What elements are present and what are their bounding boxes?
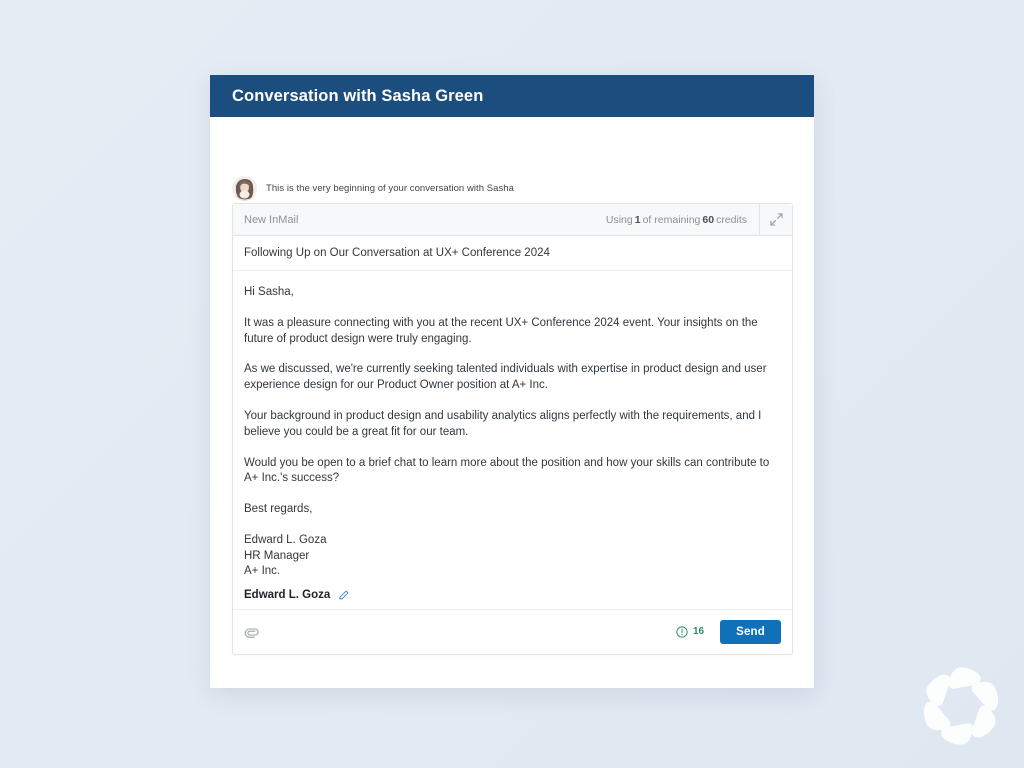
- signature-line: HR Manager: [244, 549, 310, 562]
- conversation-card: [210, 75, 814, 688]
- message-paragraph: Your background in product design and usability analytics aligns perfectly with the requirements, and I believe you could be a great fit for our team.: [244, 409, 762, 438]
- signature-name: Edward L. Goza: [244, 588, 331, 601]
- subject-text: Following Up on Our Conversation at UX+ Conference 2024: [244, 247, 550, 259]
- credits-using-value: 1: [634, 213, 641, 226]
- credits-middle: of remaining: [642, 213, 701, 226]
- subject-input[interactable]: [233, 236, 792, 271]
- message-paragraph: Hi Sasha,: [244, 286, 294, 298]
- character-count-value: 16: [692, 626, 705, 638]
- message-paragraph: As we discussed, we're currently seeking talented individuals with expertise in product design and user experience design for our Product Owner position at A+ Inc.: [244, 363, 767, 392]
- card-header: [210, 75, 814, 117]
- inmail-compose-box: [232, 203, 793, 655]
- credits-prefix: Using: [605, 213, 633, 226]
- compose-type-label: New InMail: [244, 213, 299, 226]
- edit-signature-button[interactable]: [338, 589, 350, 601]
- signature-block: [244, 533, 781, 580]
- send-button[interactable]: Send: [720, 620, 781, 644]
- expand-compose-button[interactable]: [759, 204, 792, 235]
- message-paragraph: Would you be open to a brief chat to learn more about the position and how your skills can contribute to A+ Inc.'s success?: [244, 456, 770, 485]
- pencil-icon: [338, 589, 350, 601]
- credits-suffix: credits: [716, 213, 747, 226]
- pinwheel-logo-icon: [915, 660, 1007, 752]
- expand-diagonal-icon: [770, 213, 783, 226]
- signature-name-row: [244, 589, 781, 601]
- compose-toolbar: [233, 204, 792, 236]
- message-paragraph: Best regards,: [244, 503, 313, 516]
- message-body-input[interactable]: [233, 271, 792, 609]
- character-count-indicator: [676, 626, 704, 638]
- info-circle-icon: [676, 626, 688, 638]
- page-title: Conversation with Sasha Green: [232, 86, 484, 105]
- compose-footer: [233, 609, 792, 654]
- credits-status: [606, 204, 759, 235]
- avatar: [232, 176, 257, 201]
- paperclip-icon: [244, 624, 259, 639]
- attach-file-button[interactable]: [244, 624, 259, 639]
- conversation-intro: [232, 176, 814, 201]
- signature-line: A+ Inc.: [244, 565, 281, 578]
- credits-remaining-value: 60: [702, 213, 715, 226]
- conversation-intro-text: This is the very beginning of your conversation with Sasha: [266, 183, 514, 194]
- message-paragraph: It was a pleasure connecting with you at the recent UX+ Conference 2024 event. Your insights on the future of product design were truly engaging.: [244, 316, 758, 345]
- signature-line: Edward L. Goza: [244, 533, 327, 546]
